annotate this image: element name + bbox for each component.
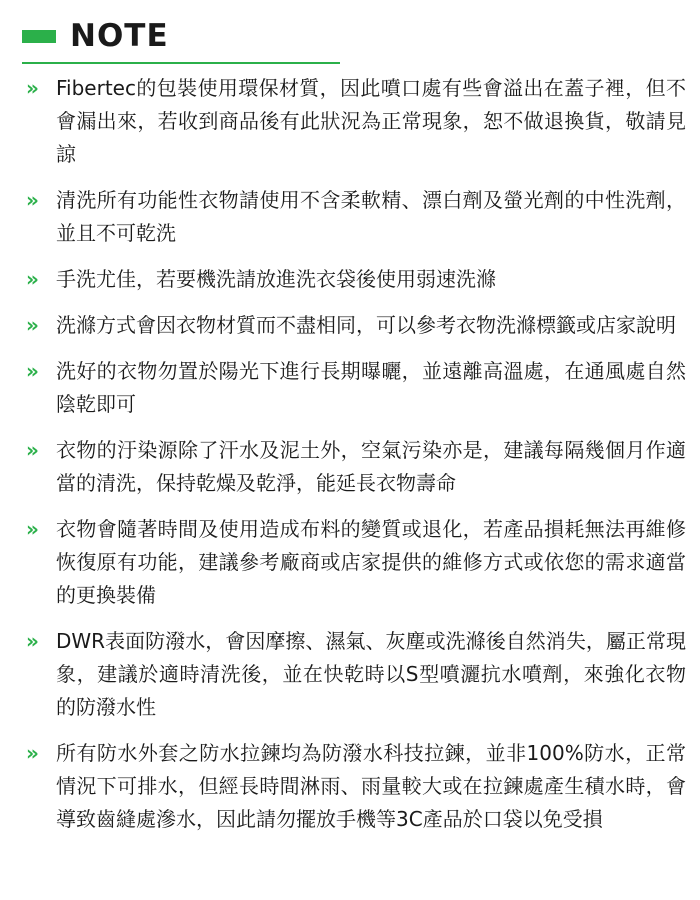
list-item: [22, 513, 686, 612]
green-bar-marker: [22, 30, 56, 43]
note-text: 清洗所有功能性衣物請使用不含柔軟精、漂白劑及螢光劑的中性洗劑，並且不可乾洗: [56, 188, 686, 245]
list-item: [22, 263, 686, 296]
list-item: [22, 309, 686, 342]
list-item: [22, 434, 686, 500]
double-chevron-right-icon: »: [26, 76, 39, 100]
note-text: 衣物的汙染源除了汗水及泥土外，空氣污染亦是，建議每隔幾個月作適當的清洗，保持乾燥及乾淨，能延長衣物壽命: [56, 438, 686, 495]
double-chevron-right-icon: »: [26, 188, 39, 212]
double-chevron-right-icon: »: [26, 438, 39, 462]
double-chevron-right-icon: »: [26, 359, 39, 383]
double-chevron-right-icon: »: [26, 741, 39, 765]
note-text: 所有防水外套之防水拉鍊均為防潑水科技拉鍊，並非100%防水，正常情況下可排水，但經長時間淋雨、雨量較大或在拉鍊處產生積水時，會導致齒縫處滲水，因此請勿擺放手機等3C產品於口袋以免受損: [56, 741, 686, 831]
list-item: [22, 72, 686, 171]
list-item: [22, 355, 686, 421]
notes-list: [22, 72, 686, 849]
double-chevron-right-icon: »: [26, 313, 39, 337]
note-text: DWR表面防潑水，會因摩擦、濕氣、灰塵或洗滌後自然消失，屬正常現象，建議於適時清洗後，並在快乾時以S型噴灑抗水噴劑，來強化衣物的防潑水性: [56, 629, 686, 719]
double-chevron-right-icon: »: [26, 517, 39, 541]
double-chevron-right-icon: »: [26, 267, 39, 291]
list-item: [22, 625, 686, 724]
note-text: 衣物會隨著時間及使用造成布料的變質或退化，若產品損耗無法再維修恢復原有功能，建議參考廠商或店家提供的維修方式或依您的需求適當的更換裝備: [56, 517, 686, 607]
page-title: NOTE: [70, 18, 169, 54]
note-text: 洗滌方式會因衣物材質而不盡相同，可以參考衣物洗滌標籤或店家說明: [56, 313, 676, 337]
list-item: [22, 737, 686, 836]
note-header: [22, 14, 169, 58]
note-text: 洗好的衣物勿置於陽光下進行長期曝曬，並遠離高溫處，在通風處自然陰乾即可: [56, 359, 686, 416]
note-text: 手洗尤佳，若要機洗請放進洗衣袋後使用弱速洗滌: [56, 267, 496, 291]
list-item: [22, 184, 686, 250]
header-underline: [22, 62, 340, 64]
double-chevron-right-icon: »: [26, 629, 39, 653]
note-text: Fibertec的包裝使用環保材質，因此噴口處有些會溢出在蓋子裡，但不會漏出來，若收到商品後有此狀況為正常現象，恕不做退換貨，敬請見諒: [56, 76, 686, 166]
